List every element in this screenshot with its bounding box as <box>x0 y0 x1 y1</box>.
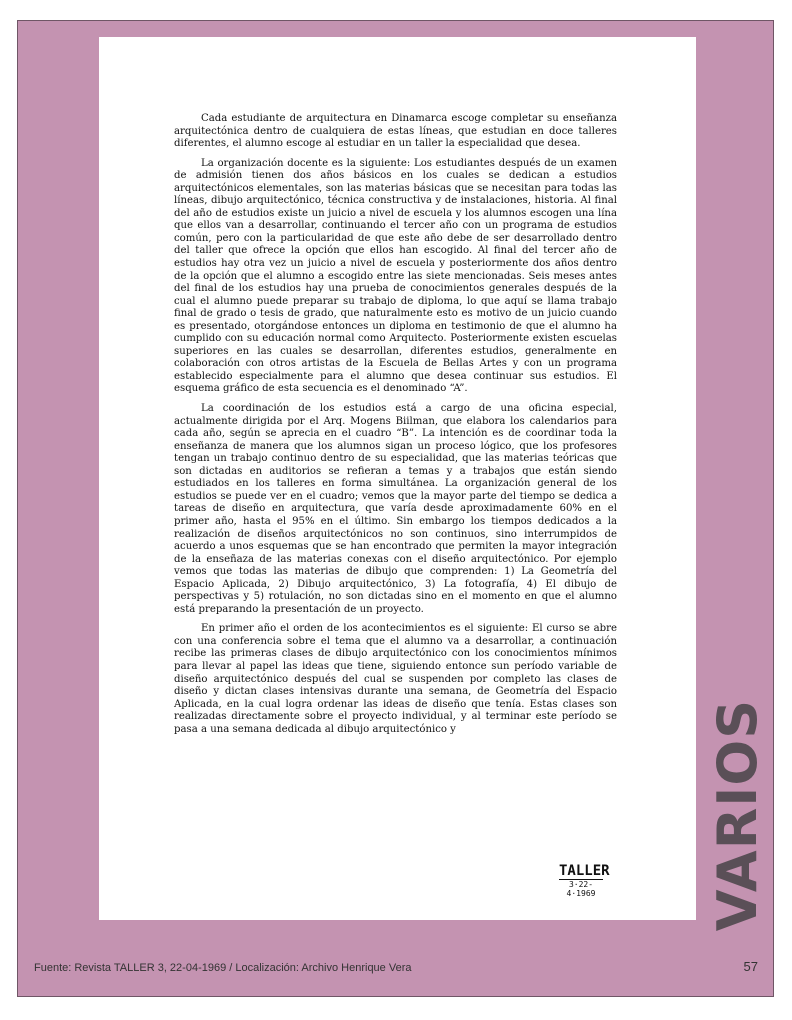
section-label <box>706 698 770 932</box>
paragraph-3: La coordinación de los estudios está a cargo de una oficina especial, actualmente dirigida por el Arq. Mogens Biilman, que elabora los calendarios para cada año, según se aprecia en el cuadro “B”. La intención es de coordinar toda la enseñanza de manera que los alumnos sigan un proceso lógico, que los profesores tengan un trabajo continuo dentro de su especialidad, que las materias teóricas que son dictadas en auditorios se refieran a temas y a trabajos que están siendo estudiados en los talleres en forma simultánea. La organización general de los estudios se puede ver en el cuadro; vemos que la mayor parte del tiempo se dedica a tareas de diseño en arquitectura, que varía desde aproximadamente 60% en el primer año, hasta el 95% en el último. Sin embargo los tiempos dedicados a la realización de diseños arquitectónicos no son continuos, sino interrumpidos de acuerdo a unos esquemas que se han encontrado que permiten la mayor integración de la enseñaza de las materias conexas con el diseño arquitectónico. Por ejemplo vemos que todas las materias de dibujo que comprenden: 1) La Geometría del Espacio Aplicada, 2) Dibujo arquitectónico, 3) La fotografía, 4) El dibujo de perspectivas y 5) rotulación, no son dictadas sino en el momento en que el alumno está preparando la presentación de un proyecto. <box>174 403 617 615</box>
paragraph-4: En primer año el orden de los acontecimientos es el siguiente: El curso se abre con una conferencia sobre el tema que el alumno va a desarrollar, a continuación recibe las primeras clases de dibujo arquitectónico con los conocimientos mínimos para llevar al papel las ideas que tiene, siguiendo entonce sun período variable de diseño arquitectónico después del cual se suspenden por completo las clases de diseño y dictan clases intensivas durante una semana, de Geometría del Espacio Aplicada, en la cual logra ordenar las ideas de diseño que tenía. Estas clases son realizadas directamente sobre el proyecto individual, y al terminar este período se pasa a una semana dedicada al dibujo arquitectónico y <box>174 623 617 735</box>
paragraph-2: La organización docente es la siguiente: Los estudiantes después de un examen de admisión tienen dos años básicos en los cuales se dedican a estudios arquitectónicos elementales, son las materias básicas que se necesitan para todas las líneas, dibujo arquitectónico, técnica constructiva y de instalaciones, historia. Al final del año de estudios existe un juicio a nivel de escuela y los alumnos escogen una lína que ellos van a desarrollar, continuando el tercer año con un programa de estudios común, pero con la particularidad de que este año debe de ser desarrollado dentro del taller que ofrece la opción que ellos han escogido. Al final del tercer año de estudios hay otra vez un juicio a nivel de escuela y posteriormente dos años dentro de la opción que el alumno a escogido entre las siete mencionadas. Seis meses antes del final de los estudios hay una prueba de conocimientos generales después de la cual el alumno puede preparar su trabajo de diploma, lo que aquí se llama trabajo final de grado o tesis de grado, que naturalmente esto es motivo de un juicio cuando es presentado, otorgándose entonces un diploma en testimonio de que el alumno ha cumplido con su educación normal como Arquitecto. Posteriormente existen escuelas superiores en las cuales se desarrollan, diferentes estudios, generalmente en colaboración con otros artistas de la Escuela de Bellas Artes y con un programa establecido especialmente para el alumno que desea continuar sus estudios. El esquema gráfico de esta secuencia es el denominado “A”. <box>174 157 617 395</box>
taller-logo-word: TALLER <box>559 863 610 879</box>
taller-logo-date: 3·22-4·1969 <box>566 880 596 898</box>
taller-logo <box>559 863 610 898</box>
section-label-text: VARIOS <box>706 698 770 932</box>
source-caption: Fuente: Revista TALLER 3, 22-04-1969 / Localización: Archivo Henrique Vera <box>34 962 412 974</box>
page-number: 57 <box>743 959 758 974</box>
paragraph-1: Cada estudiante de arquitectura en Dinamarca escoge completar su enseñanza arquitectónica dentro de cualquiera de estas líneas, que estudian en doce talleres diferentes, el alumno escoge al estudiar en un taller la especialidad que desea. <box>174 113 617 150</box>
article-body <box>174 113 617 743</box>
